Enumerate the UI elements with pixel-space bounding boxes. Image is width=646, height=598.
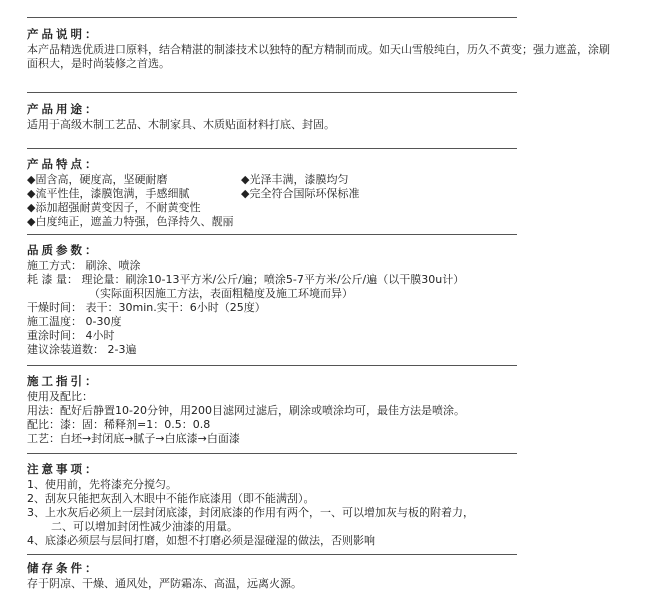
note-line: 3、上水灰后必须上一层封闭底漆，封闭底漆的作用有两个，一、可以增加灰与板的附着力， — [27, 506, 474, 519]
feature-item: ◆完全符合国际环保标准 — [241, 187, 360, 200]
divider — [27, 92, 517, 93]
section-title: 储存条件： — [27, 561, 100, 575]
section-description — [27, 27, 610, 71]
divider — [27, 554, 517, 555]
param-line: 重涂时间： 4小时 — [27, 329, 115, 342]
section-parameters — [27, 243, 517, 357]
section-notes — [27, 462, 517, 548]
section-usage — [27, 102, 517, 132]
feature-item: ◆固含高，硬度高，坚硬耐磨 — [27, 173, 168, 186]
param-line: 施工方式： 刷涂、喷涂 — [27, 259, 141, 272]
param-line: （实际面积因施工方法，表面粗糙度及施工环境而异） — [89, 287, 353, 300]
section-title: 产品用途： — [27, 102, 100, 116]
divider — [27, 17, 517, 18]
section-title: 品质参数： — [27, 243, 100, 257]
param-line: 建议涂装道数： 2-3遍 — [27, 343, 137, 356]
feature-item: ◆流平性佳，漆膜饱满，手感细腻 — [27, 187, 190, 200]
divider — [27, 365, 517, 366]
feature-item — [241, 201, 481, 215]
text-line: 适用于高级木制工艺品、木制家具、木质贴面材料打底、封固。 — [27, 118, 335, 131]
section-guide — [27, 374, 517, 446]
note-line: 4、底漆必须层与层间打磨，如想不打磨必须是湿碰湿的做法，否则影响 — [27, 534, 375, 547]
note-line: 1、使用前，先将漆充分搅匀。 — [27, 478, 177, 491]
param-line: 干燥时间： 表干：30min.实干：6小时（25度） — [27, 301, 266, 314]
section-storage — [27, 561, 517, 591]
divider — [27, 453, 517, 454]
param-line: 耗 漆 量： 理论量：刷涂10-13平方米/公斤/遍；喷涂5-7平方米/公斤/遍（以干膜30u计） — [27, 273, 465, 286]
storage-line: 存于阴凉、干燥、通风处，严防霜冻、高温，远离火源。 — [27, 577, 302, 590]
guide-line: 用法：配好后静置10-20分钟，用200目滤网过滤后，刷涂或喷涂均可，最佳方法是喷涂。 — [27, 404, 465, 417]
section-title: 注意事项： — [27, 462, 100, 476]
section-title: 施工指引： — [27, 374, 100, 388]
section-title: 产品说明： — [27, 27, 100, 41]
divider — [27, 148, 517, 149]
section-title: 产品特点： — [27, 157, 100, 171]
text-line: 面积大，是时尚装修之首选。 — [27, 57, 170, 70]
section-features — [27, 157, 517, 229]
guide-line: 配比：漆：固：稀释剂=1：0.5：0.8 — [27, 418, 211, 431]
note-line: 2、刮灰只能把灰刮入木眼中不能作底漆用（即不能满刮）。 — [27, 492, 315, 505]
param-line: 施工温度： 0-30度 — [27, 315, 122, 328]
feature-item: ◆白度纯正，遮盖力特强，色泽持久、靓丽 — [27, 215, 234, 228]
feature-item — [241, 215, 481, 229]
text-line: 本产品精选优质进口原料，结合精湛的制漆技术以独特的配方精制而成。如天山雪般纯白，历久不黄变；强力遮盖，涂刷 — [27, 43, 610, 56]
feature-item: ◆光泽丰满，漆膜均匀 — [241, 173, 349, 186]
guide-line: 工艺：白坯→封闭底→腻子→白底漆→白面漆 — [27, 432, 240, 445]
divider — [27, 234, 517, 235]
feature-list — [27, 173, 517, 229]
feature-item: ◆添加超强耐黄变因子，不耐黄变性 — [27, 201, 201, 214]
note-line: 二、可以增加封闭性减少油漆的用量。 — [51, 520, 238, 533]
guide-line: 使用及配比： — [27, 390, 93, 403]
